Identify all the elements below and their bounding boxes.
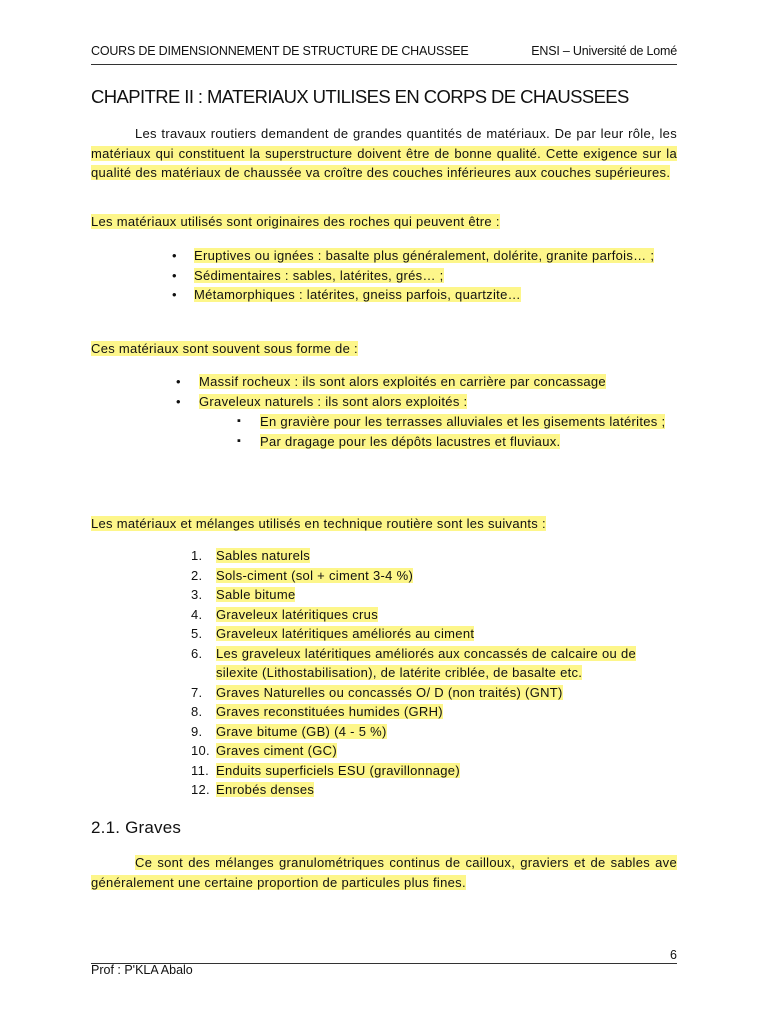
list-item <box>170 285 677 305</box>
list-item <box>174 392 677 452</box>
sublist-item <box>235 432 677 452</box>
item-text: Enduits superficiels ESU (gravillonnage) <box>216 762 460 778</box>
graves-text: Ce sont des mélanges granulométriques continus de cailloux, graviers et de sables ave généralement une certaine proportion de particules plus fines. <box>91 855 677 890</box>
sub-dragage: Par dragage pour les dépôts lacustres et fluviaux. <box>260 433 561 449</box>
list-item <box>174 372 677 392</box>
item-number: 7. <box>191 684 203 700</box>
rock-type-eruptive: Eruptives ou ignées : basalte plus généralement, dolérite, granite parfois… ; <box>194 248 655 263</box>
item-text: Graves reconstituées humides (GRH) <box>216 704 443 719</box>
form-graveleux-naturels: Graveleux naturels : ils sont alors exploités : <box>199 393 468 409</box>
rock-type-metamorphic: Métamorphiques : latérites, gneiss parfois, quartzite… <box>194 287 521 302</box>
list-item <box>191 722 677 742</box>
item-number: 5. <box>191 626 203 641</box>
sublist-item <box>235 412 677 432</box>
page-header <box>91 44 677 58</box>
list-item <box>191 644 677 683</box>
footer-author: Prof : P'KLA Abalo <box>91 963 193 977</box>
item-number: 2. <box>191 567 203 583</box>
forms-list <box>174 372 677 451</box>
item-text: Sols-ciment (sol + ciment 3-4 %) <box>216 567 414 583</box>
list-item <box>191 585 677 605</box>
rock-origin-lead-text: Les matériaux utilisés sont originaires des roches qui peuvent être : <box>91 214 500 229</box>
intro-text-highlighted: matériaux qui constituent la superstructure doivent être de bonne qualité. Cette exigence sur la qualité des matériaux de chaussée va croître des couches inférieures aux couches supérieures. <box>91 145 677 180</box>
list-item <box>170 266 677 286</box>
intro-paragraph <box>91 124 677 183</box>
forms-lead <box>91 339 677 359</box>
item-number: 3. <box>191 587 203 602</box>
section-title-graves: 2.1. Graves <box>91 818 182 837</box>
item-text: Enrobés denses <box>216 782 315 797</box>
item-number: 6. <box>191 645 203 661</box>
graves-paragraph <box>91 853 677 892</box>
item-text: Sable bitume <box>216 587 296 602</box>
sub-gravière: En gravière pour les terrasses alluviales et les gisements latérites ; <box>260 414 666 429</box>
item-number: 4. <box>191 606 203 622</box>
header-institution: ENSI – Université de Lomé <box>531 44 677 58</box>
item-text: Grave bitume (GB) (4 - 5 %) <box>216 723 387 739</box>
list-item <box>191 683 677 703</box>
list-item <box>191 741 677 761</box>
item-number: 8. <box>191 704 203 719</box>
item-text: Les graveleux latéritiques améliorés aux concassés de calcaire ou de silexite (Lithostabilisation), de latérite criblée, de basalte etc. <box>216 645 637 680</box>
item-number: 12. <box>191 782 210 797</box>
chapter-title: CHAPITRE II : MATERIAUX UTILISES EN CORPS DE CHAUSSEES <box>91 86 629 107</box>
list-item <box>170 246 677 266</box>
list-item <box>191 566 677 586</box>
materials-list <box>191 546 677 800</box>
form-massif-rocheux: Massif rocheux : ils sont alors exploités en carrière par concassage <box>199 374 606 389</box>
item-text: Sables naturels <box>216 548 311 563</box>
rock-type-sedimentary: Sédimentaires : sables, latérites, grés… ; <box>194 267 444 283</box>
item-text: Graves Naturelles ou concassés O/ D (non traités) (GNT) <box>216 684 563 700</box>
header-course-title: COURS DE DIMENSIONNEMENT DE STRUCTURE DE CHAUSSEE <box>91 44 469 58</box>
item-text: Graves ciment (GC) <box>216 743 337 758</box>
forms-lead-text: Ces matériaux sont souvent sous forme de : <box>91 341 358 356</box>
materials-lead <box>91 514 677 534</box>
item-number: 1. <box>191 548 203 563</box>
intro-text-plain: Les travaux routiers demandent de grandes quantités de matériaux. De par leur rôle, les <box>135 126 677 141</box>
item-text: Graveleux latéritiques crus <box>216 606 378 622</box>
forms-sublist <box>199 412 677 451</box>
list-item <box>191 780 677 800</box>
materials-lead-text: Les matériaux et mélanges utilisés en technique routière sont les suivants : <box>91 516 546 531</box>
item-number: 9. <box>191 723 203 739</box>
page-number: 6 <box>670 948 677 962</box>
list-item <box>191 702 677 722</box>
list-item <box>191 605 677 625</box>
item-number: 11. <box>191 762 210 778</box>
rock-origin-lead <box>91 212 677 232</box>
list-item <box>191 546 677 566</box>
item-number: 10. <box>191 743 210 758</box>
item-text: Graveleux latéritiques améliorés au ciment <box>216 626 475 641</box>
rock-origin-list <box>170 246 677 305</box>
list-item <box>191 624 677 644</box>
header-rule <box>91 64 677 65</box>
list-item <box>191 761 677 781</box>
